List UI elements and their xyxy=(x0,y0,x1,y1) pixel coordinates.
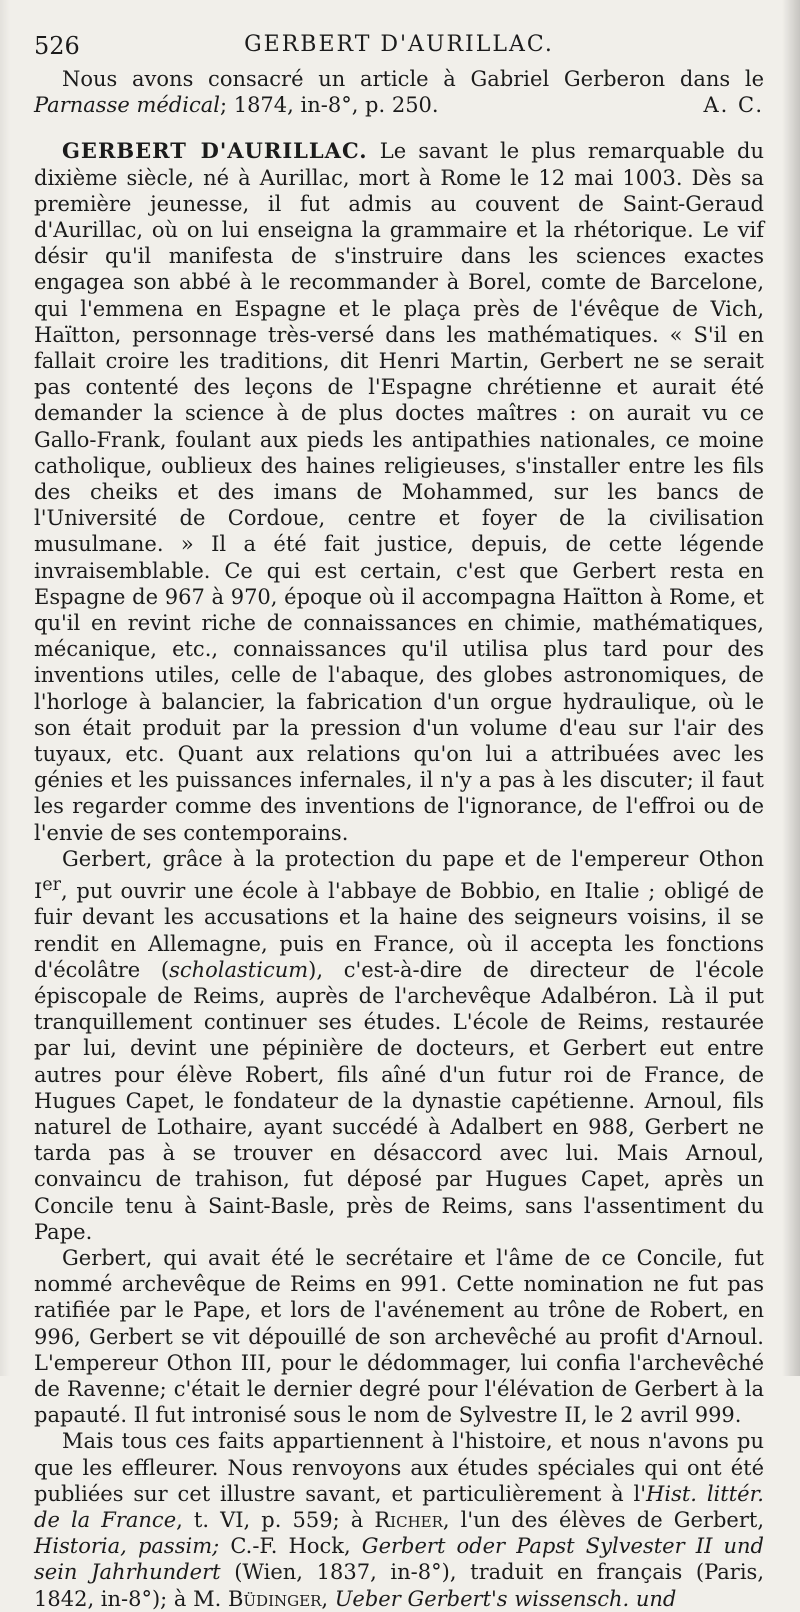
book-page xyxy=(34,26,764,1611)
reference-work-3: Gerbert oder Papst Sylvester II und sein Jahrhundert xyxy=(34,1534,764,1585)
entry-paragraph-4 xyxy=(34,1428,764,1611)
entry-paragraph-4-f: , xyxy=(321,1586,335,1611)
entry-paragraph-1 xyxy=(34,138,764,845)
running-title: GERBERT D'AURILLAC. xyxy=(244,32,554,57)
page-gutter-shadow xyxy=(0,0,10,1376)
previous-entry-credit: A. C. xyxy=(703,93,764,118)
entry-paragraph-2-mid: , put ouvrir une école à l'abbaye de Bobbio, en Italie ; obligé de fuir devant les accusations et la haine des seigneurs voisins, il se rendit en Allemagne, puis en France, où il accepta les fonctions d'écolâtre ( xyxy=(34,879,764,982)
entry-paragraph-4-e: (Wien, 1837, in-8°), traduit en français (Paris, 1842, in-8°); à M. xyxy=(34,1560,764,1611)
reference-author-2: Büdinger xyxy=(227,1586,322,1611)
entry-paragraph-2-start: Gerbert, grâce à la protection du pape et de l'empereur Othon I xyxy=(34,846,764,904)
entry-paragraph-1-text: Le savant le plus remarquable du dixième siècle, né à Aurillac, mort à Rome le 12 mai 1003. Dès sa première jeunesse, il fut admis au couvent de Saint-Geraud d'Aurillac, où on lui enseigna la grammaire et la rhétorique. Le vif désir qu'il manifesta de s'instruire dans les sciences exactes engagea son abbé à le recommander à Borel, comte de Barcelone, qui l'emmena en Espagne et le plaça près de l'évêque de Vich, Haïtton, personnage très-versé dans les mathématiques. « S'il en fallait croire les traditions, dit Henri Martin, Gerbert ne se serait pas contenté des leçons de l'Espagne chrétienne et aurait été demander la science à de plus doctes maîtres : on aurait vu ce Gallo-Frank, foulant aux pieds les antipathies nationales, ce moine catholique, oublieux des haines religieuses, s'installer entre les fils des cheiks et des imans de Mohammed, sur les bancs de l'Université de Cordoue, centre et foyer de la civilisation musulmane. » Il a été fait justice, depuis, de cette légende invraisemblable. Ce qui est certain, c'est que Gerbert resta en Espagne de 967 à 970, époque où il accompagna Haïtton à Rome, et qu'il en revint riche de connaissances en chimie, mathématiques, mécanique, etc., connaissances qu'il utilisa plus tard pour des inventions utiles, celle de l'abaque, des globes astronomiques, de l'horloge à balancier, la fabrication d'un orgue hydraulique, où le son était produit par la pression d'un volume d'eau sur l'air des tuyaux, etc. Quant aux relations qu'on lui a attribuées avec les génies et les puissances infernales, il n'y a pas à les discuter; il faut les regarder comme des inventions de l'ignorance, de l'effroi ou de l'envie de ses contemporains. xyxy=(34,139,764,845)
previous-entry-tail xyxy=(34,66,764,118)
reference-work-2: Historia, passim; xyxy=(34,1534,220,1559)
entry-headword: GERBERT D'AURILLAC. xyxy=(62,138,368,164)
reference-author-1: Richer xyxy=(374,1507,443,1532)
previous-entry-text: Nous avons consacré un article à Gabriel Gerberon dans le xyxy=(62,67,764,91)
reference-work-4: Ueber Gerbert's wissensch. und xyxy=(334,1586,677,1611)
entry-paragraph-2 xyxy=(34,846,764,1245)
entry-paragraph-4-a: Mais tous ces faits appartiennent à l'histoire, et nous n'avons pu que les effleurer. Nous renvoyons aux études spéciales qui ont été publiées sur cet illustre savant, et particulièrement à l' xyxy=(34,1429,764,1506)
body-text xyxy=(34,66,764,1612)
page-number: 526 xyxy=(34,32,80,60)
running-head xyxy=(34,26,764,66)
latin-term: scholasticum xyxy=(169,957,309,982)
previous-entry-work-title: Parnasse médical xyxy=(34,93,220,118)
entry-paragraph-4-c: , l'un des élèves de Gerbert, xyxy=(442,1507,764,1532)
entry-paragraph-2-end: ), c'est-à-dire de directeur de l'école épiscopale de Reims, auprès de l'archevêque Adalbéron. Là il put tranquillement continuer ses études. L'école de Reims, restaurée par lui, devint une pépinière de docteurs, et Gerbert eut entre autres pour élève Robert, fils aîné d'un futur roi de France, de Hugues Capet, le fondateur de la dynastie capétienne. Arnoul, fils naturel de Lothaire, ayant succédé à Adalbert en 988, Gerbert ne tarda pas à se trouver en désaccord avec lui. Mais Arnoul, convaincu de trahison, fut déposé par Hugues Capet, après un Concile tenu à Saint-Basle, près de Reims, sans l'assentiment du Pape. xyxy=(34,957,764,1244)
ordinal-superscript: er xyxy=(42,875,62,896)
entry-paragraph-4-b: , t. VI, p. 559; à xyxy=(176,1507,375,1532)
entry-paragraph-3: Gerbert, qui avait été le secrétaire et l'âme de ce Concile, fut nommé archevêque de Reims en 991. Cette nomination ne fut pas ratifiée par le Pape, et lors de l'avénement au trône de Robert, en 996, Gerbert se vit dépouillé de son archevêché au profit d'Arnoul. L'empereur Othon III, pour le dédommager, lui confia l'archevêché de Ravenne; c'était le dernier degré pour l'élévation de Gerbert à la papauté. Il fut intronisé sous le nom de Sylvestre II, le 2 avril 999. xyxy=(34,1245,764,1428)
page-edge-shadow xyxy=(782,0,800,1376)
previous-entry-text-after: ; 1874, in-8°, p. 250. xyxy=(219,93,439,118)
reference-work-1: Hist. littér. de la France xyxy=(34,1481,764,1532)
entry-paragraph-4-d: C.-F. Hock, xyxy=(219,1534,362,1559)
